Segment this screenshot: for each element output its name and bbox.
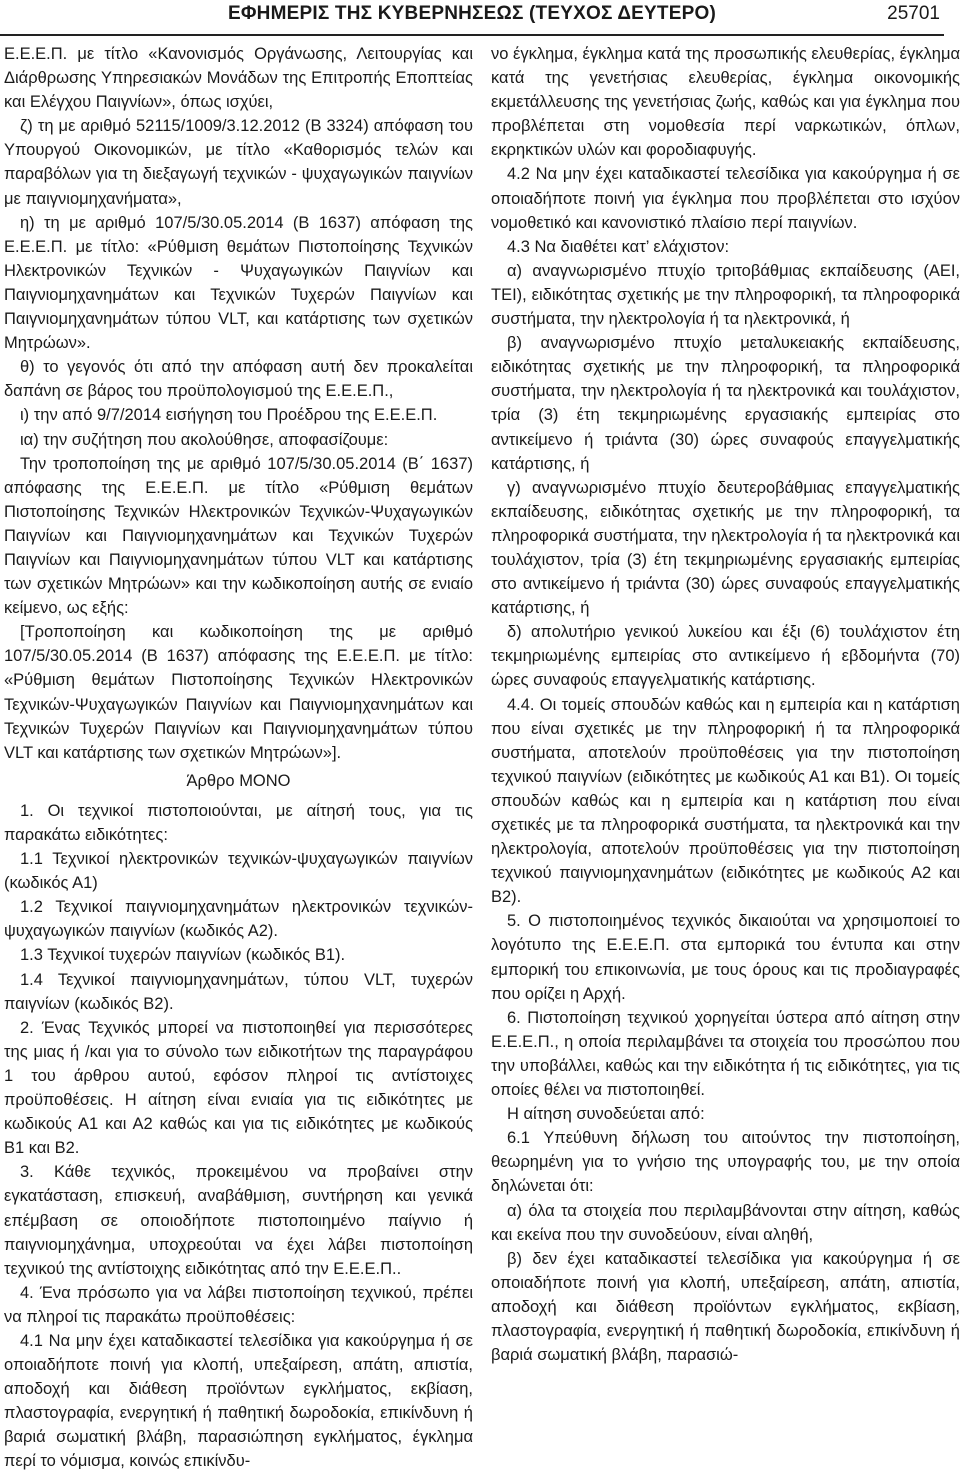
paragraph: 2. Ένας Τεχνικός μπορεί να πιστοποιηθεί για περισσότερες της μιας ή /και για το σύνολο των ειδικοτήτων της παραγράφου 1 του άρθρου αυτού, εφόσον πληροί τις αντίστοιχες προϋποθέσεις. Η αίτηση είναι ενιαία για τις ειδικότητες με κωδικούς Α1 και Α2 καθώς και για τις ειδικότητες με κωδικούς Β1 και Β2.: [4, 1018, 473, 1158]
paragraph: Ε.Ε.Ε.Π. με τίτλο «Κανονισμός Οργάνωσης, Λειτουργίας και Διάρθρωσης Υπηρεσιακών Μονάδων της Επιτροπής Εποπτείας και Ελέγχου Παιγνίων», όπως ισχύει,: [4, 45, 473, 112]
paragraph: α) όλα τα στοιχεία που περιλαμβάνονται στην αίτηση, καθώς και εκείνα που την συνοδεύουν, είναι αληθή,: [491, 1201, 960, 1244]
paragraph: [Τροποποίηση και κωδικοποίηση της με αριθμό 107/5/30.05.2014 (Β 1637) απόφασης της Ε.Ε.Ε.Π. με τίτλο: «Ρύθμιση θεμάτων Πιστοποίησης Τεχνικών Ηλεκτρονικών Τεχνικών-Ψυχαγωγικών Παιγνίων και Παιγνιομηχανημάτων και Τεχνικών Τυχερών Παιγνίων και Παιγνιομηχανημάτων τύπου VLT και κατάρτισης των σχετικών Μητρώων»].: [4, 623, 473, 762]
paragraph: 4. Ένα πρόσωπο για να λάβει πιστοποίηση τεχνικού, πρέπει να πληροί τις παρακάτω προϋποθέσεις:: [4, 1283, 473, 1326]
paragraph: β) αναγνωρισμένο πτυχίο μεταλυκειακής εκπαίδευσης, ειδικότητας σχετικής με την πληροφορική, τα πληροφορικά συστήματα, την ηλεκτρολογία ή τα ηλεκτρονικά και τουλάχιστον, τρία (3) έτη τεκμηριωμένης εργασιακής εμπειρίας στο αντικείμενο ή τριάντα (30) ώρες συναφούς επαγγελματικής κατάρτισης, ή: [491, 334, 960, 473]
paragraph: α) αναγνωρισμένο πτυχίο τριτοβάθμιας εκπαίδευσης (ΑΕΙ, ΤΕΙ), ειδικότητας σχετικής με την πληροφορική, τα πληροφορικά συστήματα, την ηλεκτρολογία ή τα ηλεκτρονικά, ή: [491, 261, 960, 329]
paragraph: 6. Πιστοποίηση τεχνικού χορηγείται ύστερα από αίτηση στην Ε.Ε.Ε.Π., η οποία περιλαμβάνει τα στοιχεία του προσώπου που την υποβάλλει, καθώς και την ειδικότητα ή τις ειδικότητες, για τις οποίες θέλει να πιστοποιηθεί.: [491, 1008, 960, 1100]
paragraph: ια) την συζήτηση που ακολούθησε, αποφασίζουμε:: [20, 430, 389, 449]
text-columns: [0, 36, 960, 1474]
paragraph: γ) αναγνωρισμένο πτυχίο δευτεροβάθμιας επαγγελματικής εκπαίδευσης, ειδικότητας σχετικής με την πληροφορική, τα πληροφορικά συστήματα, την ηλεκτρολογία ή τα ηλεκτρονικά και τουλάχιστον, τρία (3) έτη τεκμηριωμένης εργασιακής εμπειρίας στο αντικείμενο ή τριάντα (30) ώρες συναφούς επαγγελματικής κατάρτισης, ή: [491, 478, 960, 618]
page-header: [0, 0, 944, 36]
paragraph: 1.3 Τεχνικοί τυχερών παιγνίων (κωδικός Β1).: [20, 946, 346, 965]
paragraph: Την τροποποίηση της με αριθμό 107/5/30.05.2014 (Β΄ 1637) απόφασης της Ε.Ε.Ε.Π. με τίτλο «Ρύθμιση θεμάτων Πιστοποίησης Τεχνικών Ηλεκτρονικών Τεχνικών-Ψυχαγωγικών Παιγνίων και Παιγνιομηχανημάτων και Τεχνικών Τυχερών Παιγνίων και Παιγνιομηχανημάτων τύπου VLT και κατάρτισης των σχετικών Μητρώων» και την κωδικοποίηση αυτής σε ενιαίο κείμενο, ως εξής:: [4, 454, 473, 618]
paragraph: ι) την από 9/7/2014 εισήγηση του Προέδρου της Ε.Ε.Ε.Π.: [20, 406, 438, 425]
paragraph: 4.4. Οι τομείς σπουδών καθώς και η εμπειρία και η κατάρτιση που είναι σχετικές με την πληροφορική ή τα πληροφορικά συστήματα, αποτελούν προϋποθέσεις για την πιστοποίηση τεχνικού παιγνίων (ειδικότητες με κωδικούς Α1 και Β1). Οι τομείς σπουδών καθώς και η εμπειρία και η κατάρτιση που είναι σχετικές με τα πληροφορικά συστήματα, τα ηλεκτρονικά και την ηλεκτρολογία, αποτελούν προϋποθέσεις για την πιστοποίηση τεχνικού παιγνιομηχανημάτων (ειδικότητες με κωδικούς Α2 και Β2).: [491, 695, 960, 907]
right-column: [491, 42, 960, 1474]
page-number: 25701: [887, 3, 940, 24]
paragraph: 4.1 Να μην έχει καταδικαστεί τελεσίδικα για κακούργημα ή σε οποιαδήποτε ποινή για κλοπή, υπεξαίρεση, απάτη, απιστία, αποδοχή και διάθεση προϊόντων εγκλήματος, εκβίαση, πλαστογραφία, ενεργητική ή παθητική δωροδοκία, επικίνδυνη ή βαριά σωματική βλάβη, παρασιώπηση εγκλήματος, έγκλημα περί το νόμισμα, κοινώς επικίνδυ-: [4, 1331, 473, 1471]
paragraph: 1. Οι τεχνικοί πιστοποιούνται, με αίτησή τους, για τις παρακάτω ειδικότητες:: [4, 801, 473, 844]
paragraph: 1.2 Τεχνικοί παιγνιομηχανημάτων ηλεκτρονικών τεχνικών-ψυχαγωγικών παιγνίων (κωδικός Α2).: [4, 898, 473, 941]
paragraph: ζ) τη με αριθμό 52115/1009/3.12.2012 (Β 3324) απόφαση του Υπουργού Οικονομικών, με τίτλο «Καθορισμός τελών και παραβόλων για τη διεξαγωγή τεχνικών - ψυχαγωγικών παιγνίων με παιγνιομηχανήματα»,: [4, 117, 473, 208]
paragraph: Η αίτηση συνοδεύεται από:: [507, 1105, 705, 1124]
paragraph: η) τη με αριθμό 107/5/30.05.2014 (Β 1637) απόφαση της Ε.Ε.Ε.Π. με τίτλο: «Ρύθμιση θεμάτων Πιστοποίησης Τεχνικών Ηλεκτρονικών Τεχνικών - Ψυχαγωγικών Παιγνίων και Παιγνιομηχανημάτων και Τεχνικών Τυχερών Παιγνίων και Παιγνιομηχανημάτων τύπου VLT, και κατάρτισης των σχετικών Μητρώων».: [4, 213, 473, 353]
paragraph: β) δεν έχει καταδικαστεί τελεσίδικα για κακούργημα ή σε οποιαδήποτε ποινή για κλοπή, υπεξαίρεση, απάτη, απιστία, αποδοχή και διάθεση προϊόντων εγκλήματος, εκβίαση, πλαστογραφία, ενεργητική ή παθητική δωροδοκία, επικίνδυνη ή βαριά σωματική βλάβη, παρασιώ-: [491, 1249, 960, 1365]
paragraph: θ) το γεγονός ότι από την απόφαση αυτή δεν προκαλείται δαπάνη σε βάρος του προϋπολογισμού της Ε.Ε.Ε.Π.,: [4, 358, 473, 401]
paragraph: 5. Ο πιστοποιημένος τεχνικός δικαιούται να χρησιμοποιεί το λογότυπο της Ε.Ε.Ε.Π. στα εμπορικά του έντυπα και στην εμπορική του επικοινωνία, με τους όρους και τις προδιαγραφές που ορίζει η Αρχή.: [491, 912, 960, 1003]
paragraph: 1.4 Τεχνικοί παιγνιομηχανημάτων, τύπου VLT, τυχερών παιγνίων (κωδικός Β2).: [4, 970, 473, 1013]
paragraph: 1.1 Τεχνικοί ηλεκτρονικών τεχνικών-ψυχαγωγικών παιγνίων (κωδικός Α1): [4, 850, 473, 893]
gazette-title: ΕΦΗΜΕΡΙΣ ΤΗΣ ΚΥΒΕΡΝΗΣΕΩΣ (ΤΕΥΧΟΣ ΔΕΥΤΕΡΟ): [228, 3, 716, 24]
paragraph: νο έγκλημα, έγκλημα κατά της προσωπικής ελευθερίας, έγκλημα κατά της γενετήσιας ελευθερίας, έγκλημα οικονομικής εκμετάλλευσης της γενετήσιας ζωής, καθώς και για έγκλημα που προβλέπεται στη νομοθεσία περί ναρκωτικών, όπλων, εκρηκτικών υλών και φοροδιαφυγής.: [491, 45, 960, 160]
paragraph: 4.3 Να διαθέτει κατ’ ελάχιστον:: [507, 237, 730, 256]
paragraph: 3. Κάθε τεχνικός, προκειμένου να προβαίνει στην εγκατάσταση, επισκευή, αναβάθμιση, συντήρηση και γενικά επέμβαση σε οποιοδήποτε πιστοποιημένο παίγνιο ή παιγνιομηχάνημα, υποχρεούται να έχει λάβει πιστοποίηση τεχνικού της αντίστοιχης ειδικότητας από την Ε.Ε.Ε.Π..: [4, 1163, 473, 1278]
paragraph: 4.2 Να μην έχει καταδικαστεί τελεσίδικα για κακούργημα ή σε οποιαδήποτε ποινή για έγκλημα που προβλέπεται στο ισχύον νομοθετικό και κανονιστικό πλαίσιο περί παιγνίων.: [491, 165, 960, 232]
left-column: [4, 42, 473, 1474]
article-heading: Άρθρο ΜΟΝΟ: [186, 771, 291, 790]
paragraph: 6.1 Υπεύθυνη δήλωση του αιτούντος την πιστοποίηση, θεωρημένη για το γνήσιο της υπογραφής του, με την οποία δηλώνεται ότι:: [491, 1129, 960, 1196]
paragraph: δ) απολυτήριο γενικού λυκείου και έξι (6) τουλάχιστον έτη τεκμηριωμένης εμπειρίας στο αντικείμενο ή εβδομήντα (70) ώρες συναφούς επαγγελματικής κατάρτισης.: [491, 623, 960, 690]
